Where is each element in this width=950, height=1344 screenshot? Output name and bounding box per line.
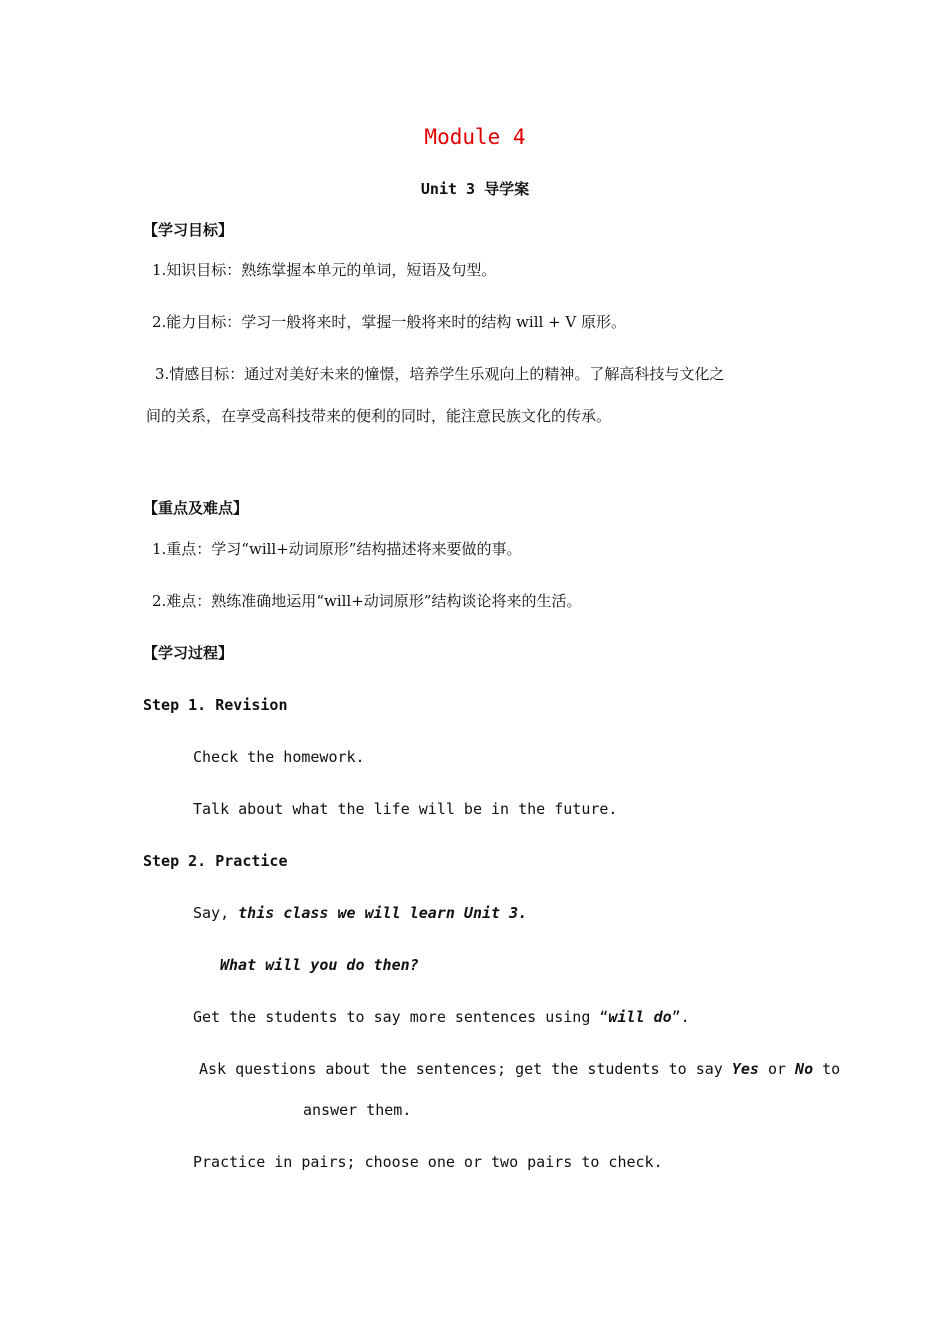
goal-item-1: 1.知识目标：熟练掌握本单元的单词，短语及句型。 [152, 261, 497, 279]
ask-no: No [795, 1060, 814, 1078]
ask-or: or [758, 1060, 796, 1078]
say-italic: this class we will learn Unit 3. [238, 904, 528, 922]
get-italic: will do [608, 1008, 672, 1026]
step1-line-1: Check the homework. [193, 748, 365, 766]
ask-suffix: to [813, 1060, 841, 1078]
ask-prefix: Ask questions about the sentences; get the students to say [199, 1060, 732, 1078]
step2-say-line [193, 903, 527, 923]
step2-pairs-line: Practice in pairs; choose one or two pairs to check. [193, 1153, 663, 1171]
step2-ask-line [199, 1059, 840, 1079]
keypoint-item-1: 1.重点：学习“will+动词原形”结构描述将来要做的事。 [152, 540, 522, 558]
get-prefix: Get the students to say more sentences using “ [193, 1008, 609, 1026]
page-title: Module 4 [424, 125, 526, 149]
step2-ask-cont: answer them. [303, 1101, 412, 1119]
process-heading: 【学习过程】 [143, 644, 234, 662]
step2-title: Step 2. Practice [143, 852, 288, 870]
page-subtitle: Unit 3 导学案 [420, 180, 530, 198]
get-suffix: ”. [671, 1008, 690, 1026]
keypoint-item-2: 2.难点：熟练准确地运用“will+动词原形”结构谈论将来的生活。 [152, 592, 582, 610]
say-prefix: Say, [193, 904, 239, 922]
step1-line-2: Talk about what the life will be in the future. [193, 800, 618, 818]
step2-get-line [193, 1007, 690, 1027]
goal-item-2: 2.能力目标：学习一般将来时，掌握一般将来时的结构 will + V 原形。 [152, 313, 627, 331]
goal-item-3: 3.情感目标：通过对美好未来的憧憬，培养学生乐观向上的精神。了解高科技与文化之 [155, 365, 725, 383]
keypoints-heading: 【重点及难点】 [143, 499, 249, 517]
step1-title: Step 1. Revision [143, 696, 288, 714]
goal-item-3-cont: 间的关系，在享受高科技带来的便利的同时，能注意民族文化的传承。 [146, 407, 612, 425]
step2-question: What will you do then? [220, 956, 419, 974]
goals-heading: 【学习目标】 [143, 221, 234, 239]
ask-yes: Yes [731, 1060, 759, 1078]
